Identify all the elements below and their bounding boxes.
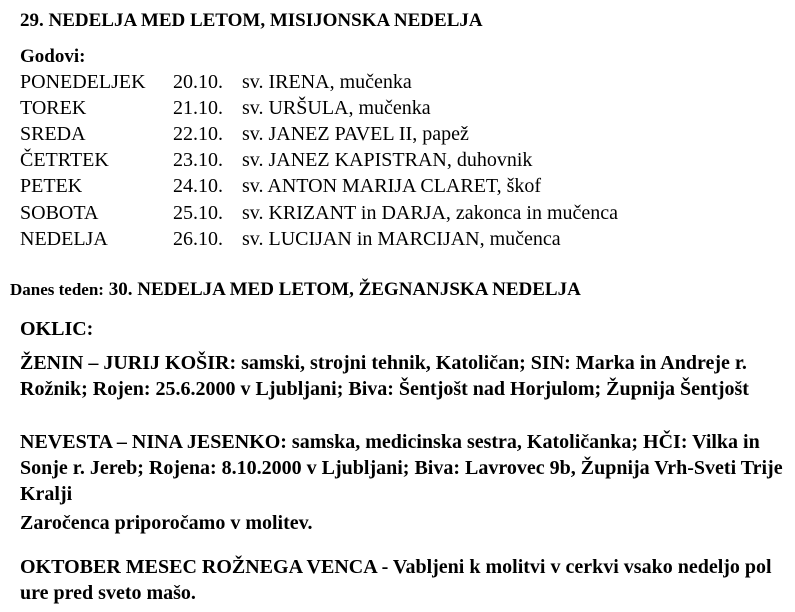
bride-details: NEVESTA – NINA JESENKO: samska, medicinska sestra, Katoličanka; HČI: Vilka in Sonje r. Jereb; Rojena: 8.10.2000 v Ljubljani; Biva: Lavrovec 9b, Župnija Vrh-Sveti Trije Kralji: [20, 431, 783, 505]
next-week-lead: Danes teden:: [10, 280, 104, 299]
feast-day: SOBOTA: [20, 202, 99, 224]
groom-details: ŽENIN – JURIJ KOŠIR: samski, strojni tehnik, Katoličan; SIN: Marka in Andreje r. Rožnik; Rojen: 25.6.2000 v Ljubljani; Biva: Šentjošt nad Horjulom; Župnija Šentjošt: [20, 352, 749, 400]
feast-saint: sv. LUCIJAN in MARCIJAN, mučenca: [242, 228, 561, 250]
next-week-heading: [10, 279, 581, 301]
feast-saint: sv. IRENA, mučenka: [242, 71, 412, 93]
feast-saint: sv. JANEZ KAPISTRAN, duhovnik: [242, 149, 533, 171]
feast-date: 24.10.: [173, 175, 223, 197]
feast-date: 21.10.: [173, 97, 223, 119]
banns-label: OKLIC:: [20, 318, 94, 340]
feasts-label: Godovi:: [20, 46, 86, 67]
feast-date: 22.10.: [173, 123, 223, 145]
feast-saint: sv. URŠULA, mučenka: [242, 97, 431, 119]
feast-day: PONEDELJEK: [20, 71, 146, 93]
feast-date: 26.10.: [173, 228, 223, 250]
prayer-request: Zaročenca priporočamo v molitev.: [20, 512, 313, 534]
rosary-notice: OKTOBER MESEC ROŽNEGA VENCA - Vabljeni k molitvi v cerkvi vsako nedeljo pol ure pred sveto mašo.: [20, 556, 772, 604]
feast-date: 25.10.: [173, 202, 223, 224]
feast-day: SREDA: [20, 123, 86, 145]
feast-day: ČETRTEK: [20, 149, 109, 171]
page-title: 29. NEDELJA MED LETOM, MISIJONSKA NEDELJA: [20, 10, 483, 31]
feast-day: NEDELJA: [20, 228, 108, 250]
feast-date: 20.10.: [173, 71, 223, 93]
feast-day: TOREK: [20, 97, 87, 119]
feast-date: 23.10.: [173, 149, 223, 171]
feast-saint: sv. JANEZ PAVEL II, papež: [242, 123, 469, 145]
feast-saint: sv. KRIZANT in DARJA, zakonca in mučenca: [242, 202, 619, 224]
feast-saint: sv. ANTON MARIJA CLARET, škof: [242, 175, 542, 197]
feast-day: PETEK: [20, 175, 83, 197]
next-week-text: 30. NEDELJA MED LETOM, ŽEGNANJSKA NEDELJA: [108, 279, 581, 300]
